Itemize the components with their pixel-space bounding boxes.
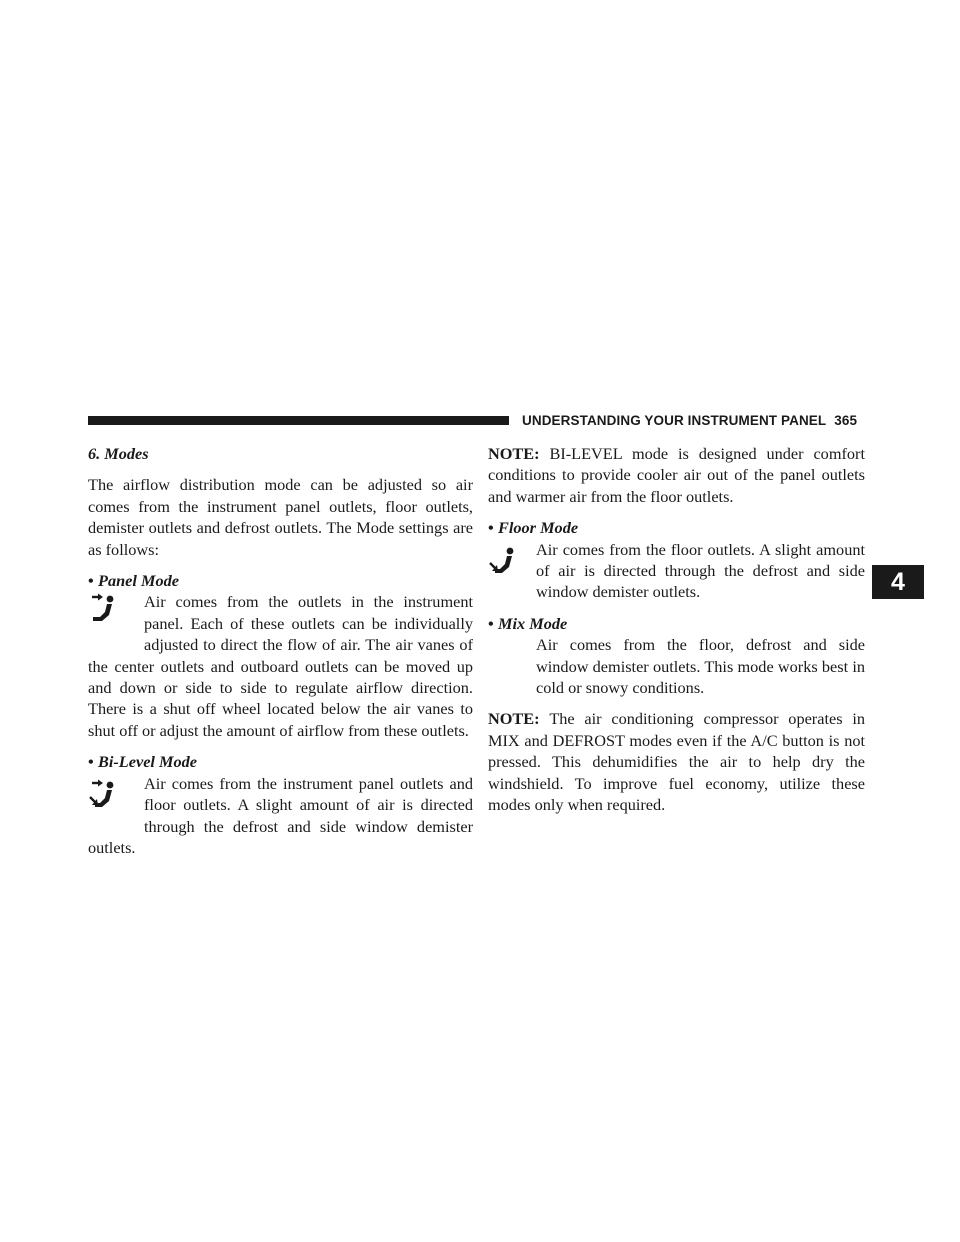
mix-mode-text: Air comes from the floor, defrost and side window demister outlets. This mode works best in cold or snowy conditions. — [536, 635, 865, 698]
bullet-dot: • — [488, 613, 494, 633]
bi-level-mode-heading — [88, 751, 473, 772]
mix-mode-block — [488, 634, 865, 698]
note-compressor — [488, 708, 865, 815]
floor-mode-icon — [488, 539, 536, 587]
section-title: UNDERSTANDING YOUR INSTRUMENT PANEL — [522, 413, 827, 428]
note-compressor-text: The air conditioning compressor operates in MIX and DEFROST modes even if the A/C button is not pressed. This dehumidifies the air to help dry the windshield. To improve fuel economy, utilize these modes only when required. — [488, 709, 865, 815]
mix-mode-title: Mix Mode — [498, 613, 568, 633]
note-label: NOTE: — [488, 709, 550, 729]
panel-mode-text: Air comes from the outlets in the instrument panel. Each of these outlets can be individually adjusted to direct the flow of air. The air vanes of the center outlets and outboard outlets can be moved up and down or side to side to regulate airflow direction. There is a shut off wheel located below the air vanes to shut off or adjust the amount of airflow from these outlets. — [88, 592, 473, 740]
running-header — [522, 413, 872, 428]
mix-mode-heading — [488, 613, 865, 634]
bullet-dot: • — [88, 571, 94, 591]
note-bi-level-text: BI-LEVEL mode is designed under comfort conditions to provide cooler air out of the panel outlets and warmer air from the floor outlets. — [488, 444, 865, 506]
bi-level-mode-text: Air comes from the instrument panel outlets and floor outlets. A slight amount of air is directed through the defrost and side window demister outlets. — [88, 773, 473, 857]
floor-mode-text: Air comes from the floor outlets. A slight amount of air is directed through the defrost and side window demister outlets. — [536, 539, 865, 602]
panel-mode-title: Panel Mode — [98, 571, 179, 591]
panel-mode-block — [88, 591, 473, 741]
floor-mode-title: Floor Mode — [498, 518, 579, 538]
chapter-tab: 4 — [872, 565, 924, 599]
note-label: NOTE: — [488, 444, 550, 463]
floor-mode-heading — [488, 517, 865, 538]
left-column — [88, 443, 473, 868]
floor-mode-block — [488, 539, 865, 603]
intro-paragraph: The airflow distribution mode can be adjusted so air comes from the instrument panel outlets, floor outlets, demister outlets and defrost outlets. The Mode settings are as follows: — [88, 475, 473, 559]
bi-level-mode-title: Bi-Level Mode — [98, 752, 198, 772]
note-bi-level — [488, 443, 865, 507]
right-column — [488, 443, 865, 826]
section-subheading: 6. Modes — [88, 444, 149, 463]
panel-mode-icon — [88, 591, 144, 639]
panel-mode-heading — [88, 570, 473, 591]
header-rule — [88, 416, 509, 425]
bullet-dot: • — [488, 518, 494, 538]
bullet-dot: • — [88, 752, 94, 772]
bi-level-mode-block — [88, 773, 473, 859]
page-number: 365 — [834, 413, 858, 428]
bi-level-mode-icon — [88, 773, 144, 821]
